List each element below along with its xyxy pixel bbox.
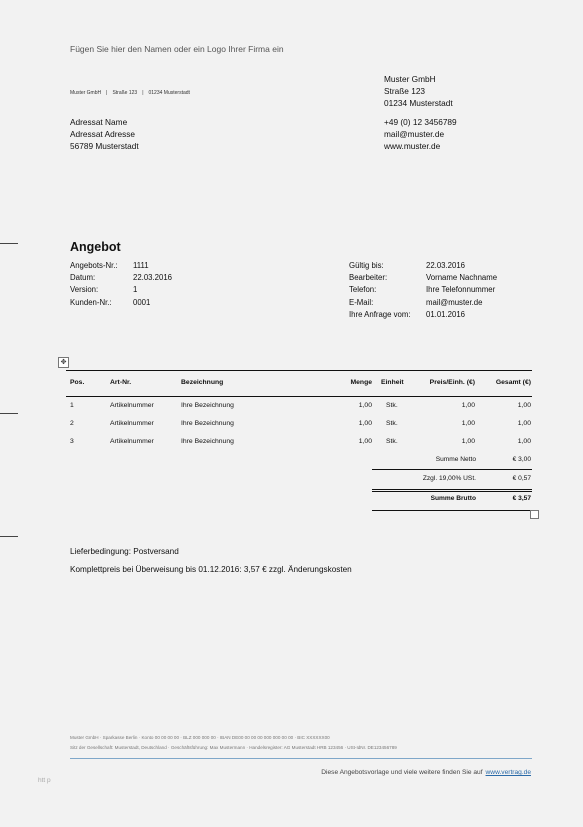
meta-label: E-Mail: <box>349 297 374 307</box>
meta-value: mail@muster.de <box>426 297 483 307</box>
footer-promo <box>321 769 531 776</box>
table-resize-handle[interactable] <box>530 510 539 519</box>
meta-label: Datum: <box>70 273 96 283</box>
sender-return-line <box>70 90 190 96</box>
meta-label: Telefon: <box>349 285 377 295</box>
company-address-block <box>384 73 453 110</box>
cell-einheit: Stk. <box>386 420 398 427</box>
sum-rule <box>372 469 532 470</box>
move-arrows-icon[interactable]: ✥ <box>58 357 69 368</box>
cell-pos: 2 <box>70 420 74 427</box>
company-city: 01234 Musterstadt <box>384 98 453 109</box>
footer-company-details: Sitz der Gesellschaft: Musterstadt, Deutschland · Geschäftsführung: Max Mustermann · Handelsregister: AG Musterstadt HRB 123456 · USt-IdNr. DE123456789 <box>70 745 397 750</box>
header-pos: Pos. <box>70 379 85 386</box>
addressee-address: Adressat Adresse <box>70 129 136 140</box>
sum-rule <box>372 510 532 511</box>
cell-art-nr: Artikelnummer <box>110 402 154 409</box>
logo-placeholder-text: Fügen Sie hier den Namen oder ein Logo Ihrer Firma ein <box>70 44 284 54</box>
meta-row-request-date <box>349 309 549 321</box>
cell-bezeichnung: Ihre Bezeichnung <box>181 438 234 445</box>
meta-row-date <box>70 272 270 284</box>
sum-rule <box>372 491 532 492</box>
sender-street: Straße 123 <box>112 90 138 96</box>
offer-meta-right <box>349 260 549 321</box>
delivery-terms: Lieferbedingung: Postversand <box>70 547 179 556</box>
meta-row-editor <box>349 272 549 284</box>
table-row <box>66 402 532 414</box>
addressee-name: Adressat Name <box>70 117 128 127</box>
table-row <box>66 420 532 432</box>
meta-row-valid-until <box>349 260 549 272</box>
meta-value: 1 <box>133 285 138 295</box>
cell-gesamt: 1,00 <box>517 438 531 445</box>
addressee-city: 56789 Musterstadt <box>70 141 139 152</box>
separator: | <box>142 90 144 96</box>
sum-value: € 0,57 <box>512 475 531 482</box>
items-table <box>66 370 532 465</box>
sender-city: 01234 Musterstadt <box>148 90 190 96</box>
meta-label: Gültig bis: <box>349 261 384 270</box>
punch-mark <box>0 413 18 414</box>
price-note: Komplettpreis bei Überweisung bis 01.12.2016: 3,57 € zzgl. Änderungskosten <box>70 565 352 574</box>
fold-mark <box>0 243 18 244</box>
cell-preis: 1,00 <box>461 420 475 427</box>
sum-value: € 3,00 <box>512 456 531 463</box>
meta-value: 1111 <box>133 261 149 270</box>
footer-bank-details: Muster GmbH · Sparkasse Berlin · Konto 00 00 00 00 · BLZ 000 000 00 · IBAN DE00 00 00 00 000 000 00 00 · BIC XXXXXX00 <box>70 735 330 740</box>
promo-text: Diese Angebotsvorlage und viele weitere finden Sie auf <box>321 769 483 776</box>
header-gesamt: Gesamt (€) <box>495 379 531 386</box>
cell-art-nr: Artikelnummer <box>110 438 154 445</box>
meta-row-phone <box>349 284 549 296</box>
cell-pos: 3 <box>70 438 74 445</box>
meta-label: Kunden-Nr.: <box>70 297 112 307</box>
promo-link[interactable]: www.vertrag.de <box>485 769 531 776</box>
meta-value: 22.03.2016 <box>426 261 466 270</box>
sum-rule <box>372 489 532 490</box>
cell-bezeichnung: Ihre Bezeichnung <box>181 420 234 427</box>
meta-value: 01.01.2016 <box>426 309 466 319</box>
header-bezeichnung: Bezeichnung <box>181 379 224 386</box>
sum-label: Zzgl. 19,00% USt. <box>422 475 476 482</box>
meta-label: Angebots-Nr.: <box>70 261 118 270</box>
addressee-block <box>70 116 139 153</box>
meta-label: Version: <box>70 285 99 295</box>
cell-pos: 1 <box>70 402 74 409</box>
cell-menge: 1,00 <box>358 438 372 445</box>
meta-row-version <box>70 284 270 296</box>
cell-einheit: Stk. <box>386 438 398 445</box>
meta-value: Ihre Telefonnummer <box>426 285 496 295</box>
document-title: Angebot <box>70 240 121 254</box>
cell-preis: 1,00 <box>461 402 475 409</box>
header-art-nr: Art-Nr. <box>110 379 132 386</box>
sum-label: Summe Brutto <box>430 495 476 502</box>
cell-menge: 1,00 <box>358 402 372 409</box>
company-street: Straße 123 <box>384 86 426 97</box>
cell-preis: 1,00 <box>461 438 475 445</box>
header-bottom-rule <box>66 396 532 397</box>
cell-art-nr: Artikelnummer <box>110 420 154 427</box>
table-top-rule <box>66 370 532 371</box>
meta-row-offer-number <box>70 260 270 272</box>
cell-gesamt: 1,00 <box>517 402 531 409</box>
company-contact-block <box>384 116 457 153</box>
watermark-text: htt p <box>38 777 51 784</box>
company-email: mail@muster.de <box>384 129 445 140</box>
company-phone: +49 (0) 12 3456789 <box>384 117 457 127</box>
totals-block <box>372 456 532 512</box>
meta-row-customer-number <box>70 297 270 309</box>
meta-label: Ihre Anfrage vom: <box>349 309 411 319</box>
meta-value: 22.03.2016 <box>133 273 173 283</box>
company-website: www.muster.de <box>384 141 441 152</box>
cell-gesamt: 1,00 <box>517 420 531 427</box>
company-name: Muster GmbH <box>384 74 436 84</box>
fold-mark <box>0 536 18 537</box>
meta-label: Bearbeiter: <box>349 273 388 283</box>
meta-row-email <box>349 297 549 309</box>
cell-menge: 1,00 <box>358 420 372 427</box>
header-preis: Preis/Einh. (€) <box>429 379 475 386</box>
sum-row-net <box>372 456 532 468</box>
separator: | <box>106 90 108 96</box>
meta-value: Vorname Nachname <box>426 273 498 283</box>
cell-bezeichnung: Ihre Bezeichnung <box>181 402 234 409</box>
header-menge: Menge <box>350 379 372 386</box>
sum-row-gross <box>372 495 532 507</box>
sender-company: Muster GmbH <box>70 90 102 96</box>
meta-value: 0001 <box>133 297 151 307</box>
sum-row-vat <box>372 475 532 487</box>
footer-rule <box>70 758 532 759</box>
offer-meta-left <box>70 260 270 309</box>
sum-value: € 3,57 <box>512 495 531 502</box>
header-einheit: Einheit <box>381 379 404 386</box>
table-row <box>66 438 532 450</box>
sum-label: Summe Netto <box>435 456 476 463</box>
cell-einheit: Stk. <box>386 402 398 409</box>
